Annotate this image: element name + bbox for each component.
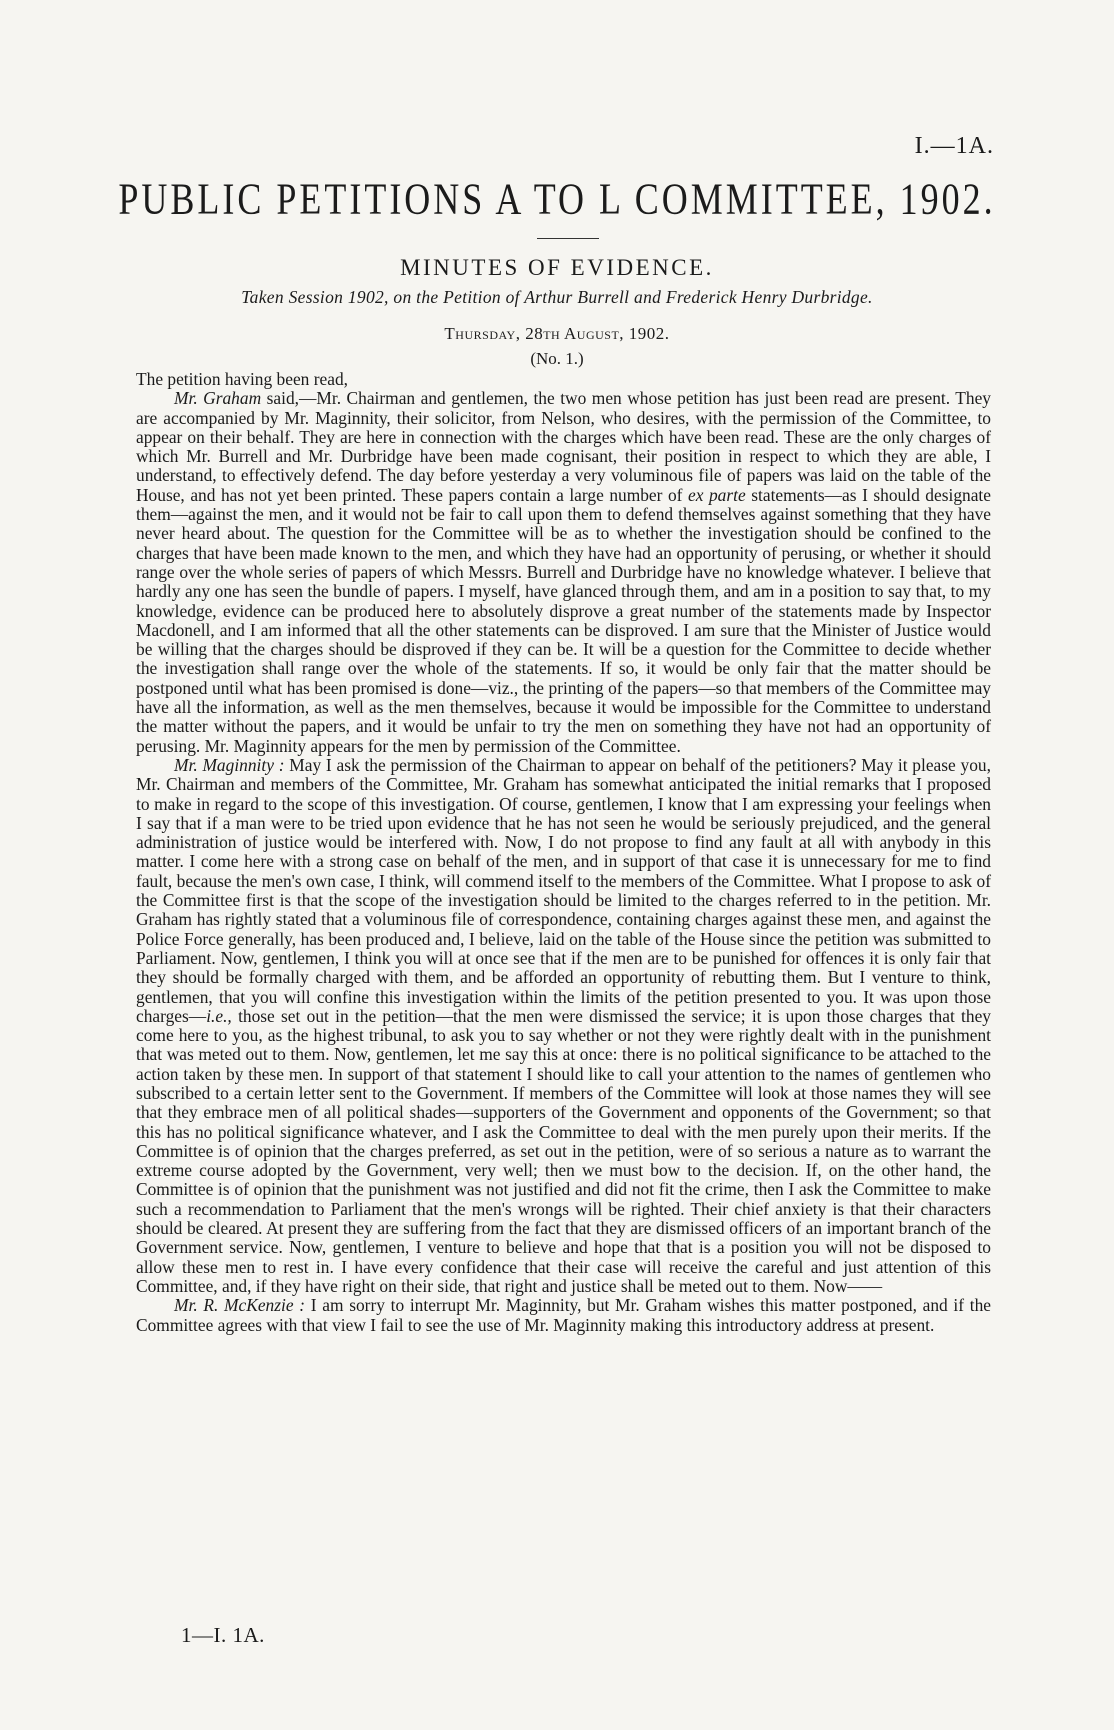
statement-mckenzie [136, 1296, 991, 1335]
statement-text: statements—as I should designate them—against the men, and it would not be fair to call upon them to defend themselves against something that they have never heard about. The question for the Committee will be as to whether the investigation should be confined to the charges that have been made known to the men, and which they have had an opportunity of perusing, or whether it should range over the whole series of papers of which Messrs. Burrell and Durbridge have no knowledge whatever. I believe that hardly any one has seen the bundle of papers. I myself, have glanced through them, and am in a position to say that, to my knowledge, evidence can be produced here to absolutely disprove a great number of the statements made by Inspector Macdonell, and I am informed that all the other statements can be disproved. I am sure that the Minister of Justice would be willing that the charges should be disproved if they can be. It will be a question for the Committee to decide whether the investigation shall range over the whole of the statements. If so, it would be only fair that the matter should be postponed until what has been promised is done—viz., the printing of the papers—so that members of the Committee may have all the information, as well as the men themselves, because it would be impossible for the Committee to understand the matter without the papers, and it would be unfair to try the men on something they have not had an opportunity of perusing. Mr. Maginnity appears for the men by permission of the Committee. [136, 484, 991, 756]
italic-phrase: i.e., [206, 1005, 232, 1026]
statement-text: those set out in the petition—that the men were dismissed the service; it is upon those charges that they come here to you, as the highest tribunal, to ask you to say whether or not they were rightly dealt with in the punishment that was meted out to them. Now, gentlemen, let me say this at once: there is no political significance to be attached to the action taken by these men. In support of that statement I should like to call your attention to the names of gentlemen who subscribed to a certain letter sent to the Government. If members of the Committee will look at those names they will see that they embrace men of all political shades—supporters of the Government and opponents of the Government; so that this has no political significance whatever, and I ask the Committee to deal with the men purely upon their merits. If the Committee is of opinion that the charges preferred, as set out in the petition, were of so serious a nature as to warrant the extreme course adopted by the Government, very well; then we must bow to the decision. If, on the other hand, the Committee is of opinion that the punishment was not justified and did not fit the crime, then I ask the Committee to make such a recommendation to Parliament that the men's wrongs will be righted. Their chief anxiety is that their characters should be cleared. At present they are suffering from the fact that they are dismissed officers of an important branch of the Government service. Now, gentlemen, I venture to believe and hope that that is a position you will not be disposed to allow these men to rest in. I have every confidence that their case will receive the careful and just attention of this Committee, and, if they have right on their side, that right and justice shall be meted out to them. Now—— [136, 1005, 991, 1296]
statement-maginnity [136, 756, 991, 1296]
speaker-name: Mr. Maginnity : [174, 754, 285, 775]
statement-graham [136, 389, 991, 756]
footer-reference: 1—I. 1A. [181, 1623, 265, 1647]
statement-text: I am sorry to interrupt Mr. Maginnity, but Mr. Graham wishes this matter postponed, and if the Committee agrees with that view I fail to see the use of Mr. Maginnity making this introductory address at present. [136, 1295, 991, 1335]
document-title: PUBLIC PETITIONS A TO L COMMITTEE, 1902. [118, 174, 996, 224]
italic-phrase: ex parte [688, 484, 746, 505]
statement-text: Mr. Chairman and gentlemen, the two men whose petition has just been read are present. They are accompanied by Mr. Maginnity, their solicitor, from Nelson, who desires, with the permission of the Committee, to appear on their behalf. They are here in connection with the charges which have been read. These are the only charges of which Mr. Burrell and Mr. Durbridge have been made cognisant, their position in respect to which they are able, I understand, to effectively defend. The day before yesterday a very voluminous file of papers was laid on the table of the House, and has not yet been printed. These papers contain a large number of [136, 388, 991, 505]
statement-text: May I ask the permission of the Chairman to appear on behalf of the petitioners? May it please you, Mr. Chairman and members of the Committee, Mr. Graham has somewhat anticipated the initial remarks that I proposed to make in regard to the scope of this investigation. Of course, gentlemen, I know that I am expressing your feelings when I say that if a man were to be tried upon evidence that he has not seen he would be seriously prejudiced, and the general administration of justice would be interfered with. Now, I do not propose to find any fault at all with anybody in this matter. I come here with a strong case on behalf of the men, and in support of that case it is unnecessary for me to find fault, because the men's own case, I think, will commend itself to the members of the Committee. What I propose to ask of the Committee first is that the scope of the investigation should be limited to the charges referred to in the petition. Mr. Graham has rightly stated that a voluminous file of correspondence, containing charges against these men, and against the Police Force generally, has been produced and, I believe, laid on the table of the House since the petition was submitted to Parliament. Now, gentlemen, I think you will at once see that if the men are to be punished for offences it is only fair that they should be formally charged with them, and be afforded an opportunity of rebutting them. But I venture to think, gentlemen, that you will confine this investigation within the limits of the petition presented to you. It was upon those charges— [136, 754, 991, 1026]
session-note: Taken Session 1902, on the Petition of Arthur Burrell and Frederick Henry Durbridge. [241, 287, 873, 307]
speaker-name: Mr. Graham [174, 388, 262, 409]
minutes-body [136, 370, 991, 1335]
intro-line: The petition having been read, [136, 369, 348, 389]
title-divider [537, 238, 599, 239]
page-reference: I.—1A. [914, 133, 994, 159]
speaker-name: Mr. R. McKenzie : [174, 1295, 306, 1316]
speaker-lead: said,— [266, 388, 317, 409]
meeting-number: (No. 1.) [530, 349, 584, 368]
meeting-date: Thursday, 28th August, 1902. [444, 324, 670, 343]
document-subtitle: MINUTES OF EVIDENCE. [400, 255, 714, 280]
